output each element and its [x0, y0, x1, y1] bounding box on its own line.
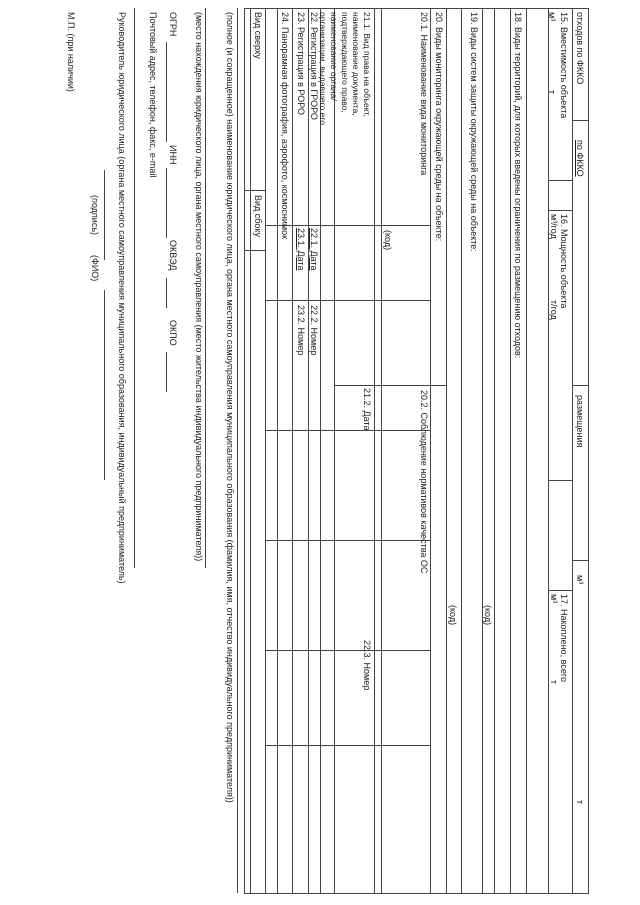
accumulated-label: 17. Накоплено, всего [559, 594, 569, 682]
monitoring-label: 20. Виды мониторинга окружающей среды на объекте: [434, 12, 444, 242]
reg-roro-date-label: 23.1. Дата [296, 228, 306, 271]
table-line [250, 8, 251, 893]
owner-caption: (полное (и сокращенное) наименование юридического лица, органа местного самоуправления муниципального образования (фамилия, имя, отчество индивидуального предпринимателя)) [225, 12, 235, 803]
table-line [244, 893, 589, 894]
table-line [245, 190, 266, 191]
fill-line [104, 290, 105, 480]
table-line [430, 8, 431, 893]
code-label: (код) [483, 605, 493, 626]
monitoring-name-label: 20.1. Наименование вида мониторинга [419, 12, 429, 176]
fill-line [134, 8, 135, 568]
table-line [245, 250, 266, 251]
table-line [292, 8, 293, 893]
head-label: Руководитель юридического лица (органа местного самоуправления муниципального образования, индивидуальный предприниматель) [117, 12, 127, 584]
territories-label: 18. Виды территорий, для которых введены ограничения по размещению отходов: [513, 12, 523, 359]
unit-label: м³ [547, 12, 557, 22]
table-line [526, 8, 527, 893]
code-label: (код) [383, 230, 393, 251]
fio-caption: (ФИО) [90, 255, 100, 282]
table-line [549, 590, 573, 591]
power-label: 16. Мощность объекта [559, 214, 569, 309]
right-type-label: 21.1. Вид права на объект, наименование документа, подтверждающего право, наименование органа/организации, выдавшего его [318, 12, 372, 125]
quality-label: 20.2. Соблюдение нормативов качества ОС [419, 390, 429, 574]
top-view-label: Вид сверху [253, 12, 263, 59]
fkko-code-label: по ФККО [575, 140, 585, 177]
right-number-label: 22.3. Номер [362, 640, 372, 691]
unit-label: т [549, 680, 559, 685]
table-line [510, 8, 511, 893]
unit-label: т [575, 800, 585, 805]
table-line [334, 385, 447, 386]
fill-line [166, 278, 167, 308]
fill-line [104, 170, 105, 260]
table-line [573, 385, 589, 386]
table-line [265, 540, 431, 541]
table-line [446, 8, 447, 893]
fill-line [166, 352, 167, 392]
table-line [381, 8, 382, 893]
table-line [374, 8, 375, 893]
reg-groro-label: 22. Регистрация в ГРОРО [309, 12, 319, 120]
table-line [244, 8, 245, 893]
table-line [482, 8, 483, 893]
waste-fkko-label: отходов по ФККО [575, 12, 585, 85]
fill-line [237, 8, 238, 893]
table-line [308, 8, 309, 893]
table-line [549, 210, 573, 211]
location-caption: (место нахождения юридического лица, органа местного самоуправления (место жительства индивидуального предпринимателя)) [194, 12, 204, 562]
table-line [265, 8, 266, 893]
unit-label: т [547, 90, 557, 95]
fill-line [205, 8, 206, 568]
table-line [265, 745, 431, 746]
contacts-label: Почтовый адрес, телефон, факс, e-mail [148, 12, 158, 178]
okved-label: ОКВЭД [168, 240, 178, 271]
unit-label: м³ [549, 594, 559, 604]
side-view-label: Вид сбоку [253, 195, 263, 237]
reg-groro-date-label: 22.1. Дата [309, 228, 319, 271]
table-line [573, 560, 589, 561]
right-date-label: 21.2. Дата [362, 388, 372, 431]
table-line [573, 120, 589, 121]
table-line [265, 300, 431, 301]
reg-roro-number-label: 23.2. Номер [296, 305, 306, 356]
table-line [549, 180, 573, 181]
panorama-label: 24. Панорамная фотография, аэрофото, космоснимок [280, 12, 290, 240]
protection-label: 19. Виды систем защиты окружающей среды на объекте: [469, 12, 479, 252]
fill-line [166, 42, 167, 142]
table-line [548, 8, 549, 893]
okpo-label: ОКПО [168, 320, 178, 346]
placement-label: размещения [575, 395, 585, 448]
ogrn-label: ОГРН [168, 12, 178, 37]
table-line [277, 8, 278, 893]
stamp-label: М.П. (при наличии) [66, 12, 76, 92]
unit-label: т/год [549, 300, 559, 320]
capacity-label: 15. Вместимость объекта [559, 12, 569, 119]
reg-groro-number-label: 22.2. Номер [309, 305, 319, 356]
table-line [265, 430, 431, 431]
fill-line [166, 168, 167, 238]
table-line [461, 8, 462, 893]
code-label: (код) [448, 605, 458, 626]
reg-roro-label: 23. Регистрация в РОРО [296, 12, 306, 116]
inn-label: ИНН [168, 145, 178, 165]
unit-label: м³ [575, 575, 585, 585]
signature-caption: (подпись) [90, 195, 100, 236]
table-line [588, 8, 589, 893]
table-line [494, 8, 495, 893]
table-line [265, 650, 431, 651]
table-line [549, 480, 573, 481]
table-line [572, 8, 573, 893]
unit-label: м³/год [549, 214, 559, 239]
table-line [244, 8, 589, 9]
